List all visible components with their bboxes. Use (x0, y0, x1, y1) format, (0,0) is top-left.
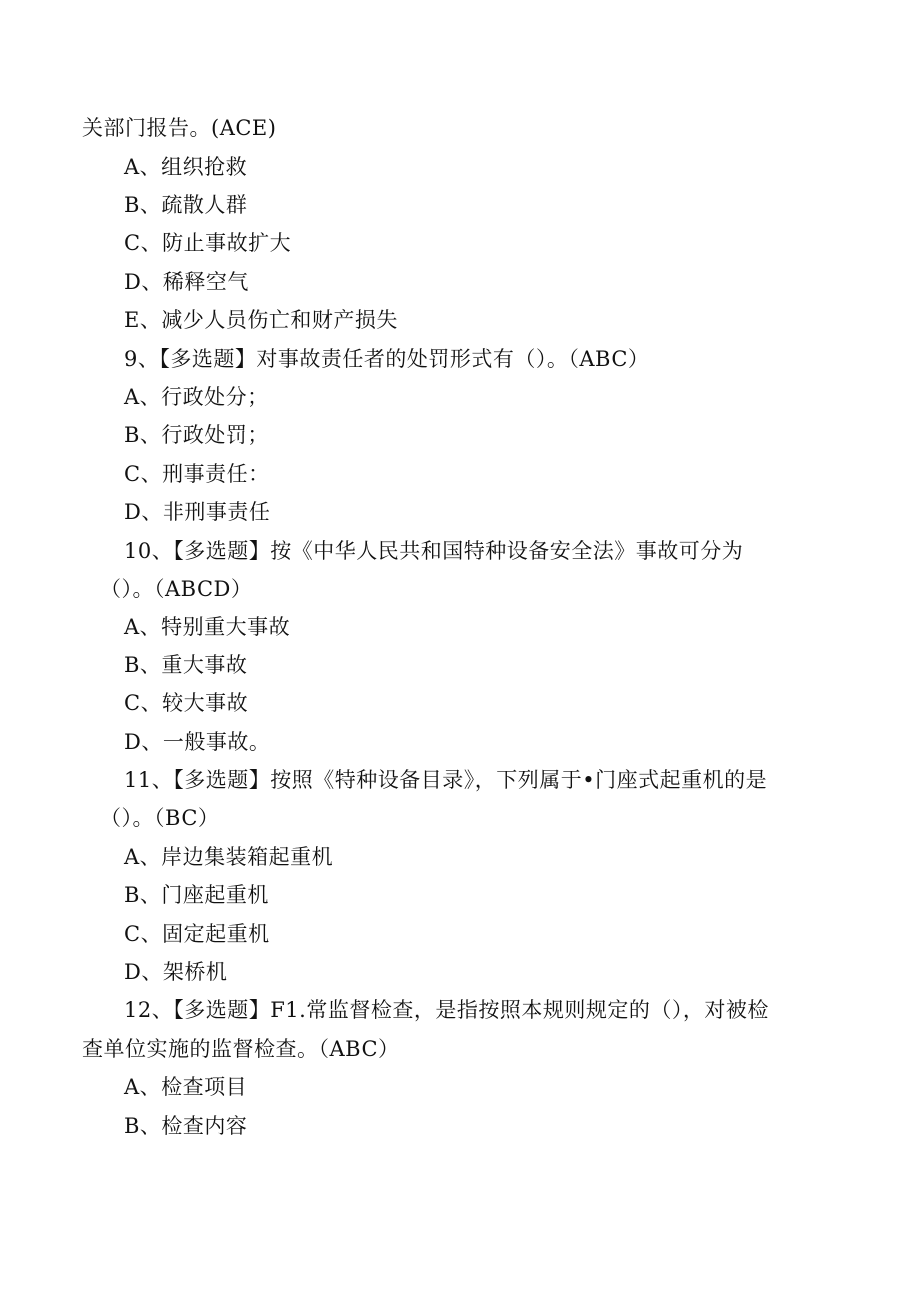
option-b: B、行政处罚； (124, 423, 269, 447)
option-d: D、一般事故。 (124, 730, 271, 754)
option-a: A、组织抢救 (124, 155, 248, 179)
option-d: D、稀释空气 (124, 270, 249, 294)
option-b: B、重大事故 (124, 653, 248, 677)
option-c: C、固定起重机 (124, 922, 270, 946)
option-d: D、非刑事责任 (124, 500, 271, 524)
question-12: 12、【多选题】F1.常监督检查，是指按照本规则规定的（），对被检 (124, 998, 769, 1022)
option-c: C、防止事故扩大 (124, 231, 292, 255)
option-a: A、特别重大事故 (124, 615, 291, 639)
question-12-continuation: 查单位实施的监督检查。（ABC） (82, 1037, 400, 1061)
option-b: B、门座起重机 (124, 883, 269, 907)
question-10: 10、【多选题】按《中华人民共和国特种设备安全法》事故可分为 (124, 539, 744, 563)
option-e: E、减少人员伤亡和财产损失 (124, 308, 398, 332)
question-9: 9、【多选题】对事故责任者的处罚形式有（）。（ABC） (124, 347, 650, 371)
option-b: B、疏散人群 (124, 193, 248, 217)
option-a: A、行政处分； (124, 385, 269, 409)
option-a: A、检查项目 (124, 1075, 248, 1099)
option-c: C、刑事责任： (124, 462, 270, 486)
text-line-continuation: 关部门报告。(ACE) (82, 116, 277, 140)
question-11: 11、【多选题】按照《特种设备目录》，下列属于•门座式起重机的是 (124, 768, 768, 792)
option-c: C、较大事故 (124, 691, 249, 715)
question-11-continuation: （）。（BC） (100, 806, 220, 830)
option-d: D、架桥机 (124, 960, 228, 984)
option-b: B、检查内容 (124, 1114, 248, 1138)
option-a: A、岸边集装箱起重机 (124, 845, 334, 869)
question-10-continuation: （）。（ABCD） (100, 577, 253, 601)
